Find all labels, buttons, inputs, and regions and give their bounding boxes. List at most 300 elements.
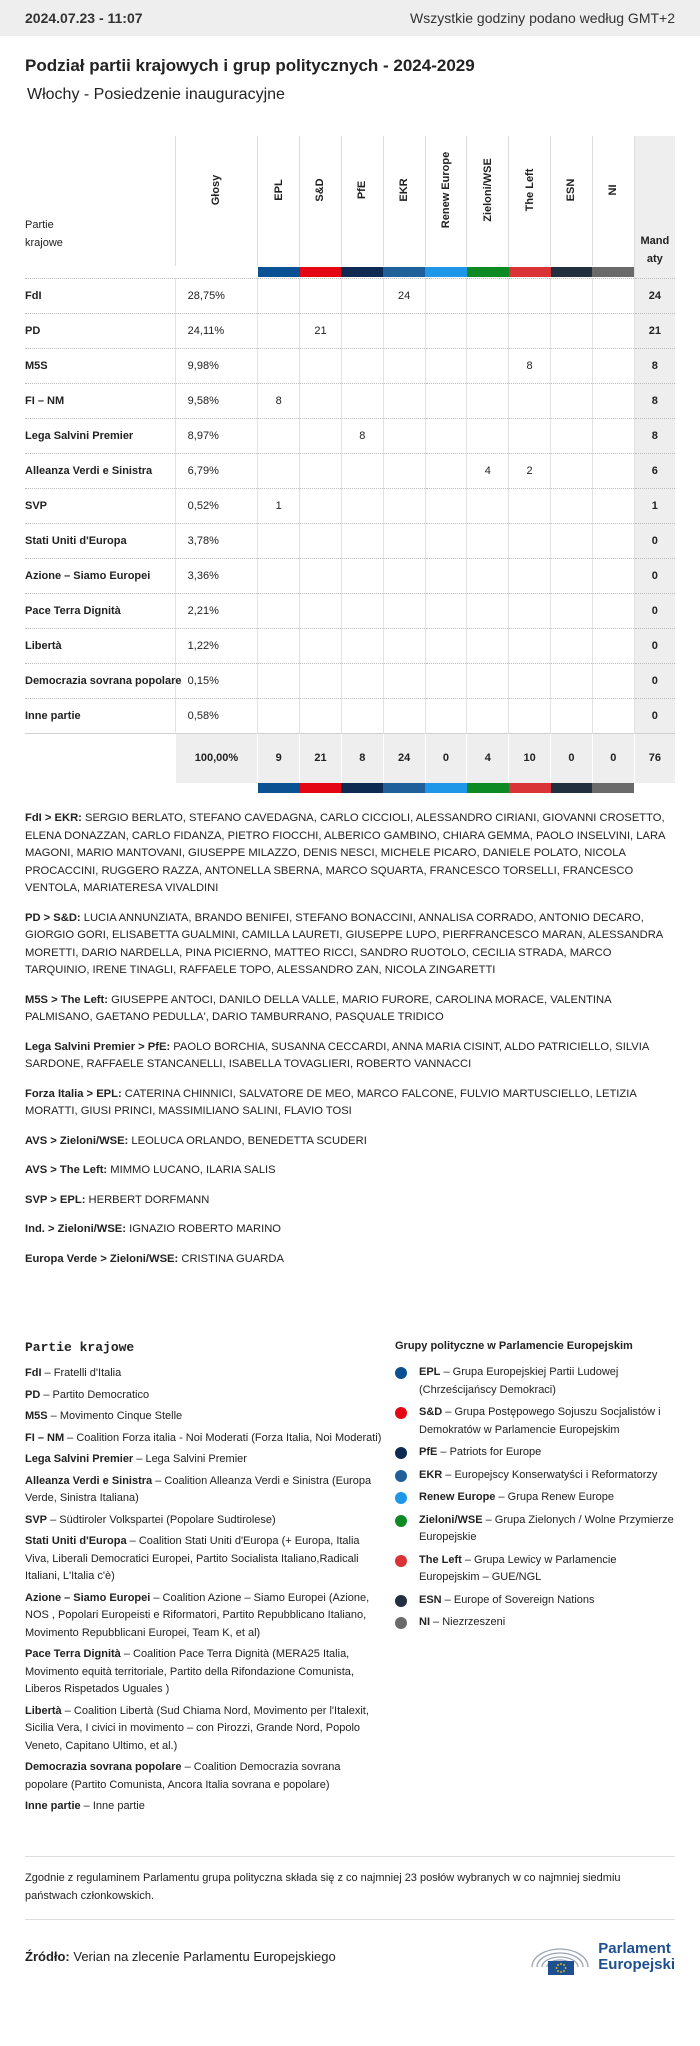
vote-share: 0,15% (175, 663, 258, 698)
sum-pct: 100,00% (175, 733, 258, 783)
assignment-names: GIUSEPPE ANTOCI, DANILO DELLA VALLE, MARIO FURORE, CAROLINA MORACE, VALENTINA PALMISANO, GAETANO PEDULLA', DARIO TAMBURRANO, PASQUALE TRIDICO (25, 993, 611, 1023)
seat-cell (551, 523, 593, 558)
seat-cell (258, 418, 300, 453)
group-column-header (551, 136, 593, 266)
assignment-paragraph (25, 1086, 675, 1121)
table-row (25, 523, 675, 558)
vote-share: 3,78% (175, 523, 258, 558)
party-abbr: Inne partie (25, 1800, 81, 1812)
group-header-label: PfE (356, 180, 369, 200)
party-legend-item (25, 1759, 385, 1794)
seat-cell (300, 488, 342, 523)
total-header-label: Mandaty (640, 234, 670, 265)
total-seats: 0 (634, 698, 675, 733)
party-full-name: – Coalition Pace Terra Dignità (MERA25 Italia, Movimento equità territoriale, Partito della Rifondazione Comunista, Liberos Rispetados Uguales ) (25, 1648, 354, 1695)
vote-share: 1,22% (175, 628, 258, 663)
total-seats: 8 (634, 348, 675, 383)
table-row (25, 698, 675, 733)
total-seats: 6 (634, 453, 675, 488)
seat-cell (258, 558, 300, 593)
seat-cell: 1 (258, 488, 300, 523)
seat-cell (258, 313, 300, 348)
seat-cell (425, 348, 467, 383)
seat-cell (341, 383, 383, 418)
seat-cell (425, 663, 467, 698)
party-full-name: – Coalition Forza italia - Noi Moderati (Forza Italia, Noi Moderati) (64, 1431, 382, 1444)
assignment-paragraph (25, 1192, 675, 1210)
party-legend-item (25, 1533, 385, 1586)
seat-cell (341, 488, 383, 523)
table-row (25, 488, 675, 523)
sum-seat-cell: 24 (383, 733, 425, 783)
table-row (25, 383, 675, 418)
group-color-dot (395, 1367, 407, 1379)
group-color-dot (395, 1407, 407, 1419)
assignment-key: M5S > The Left: (25, 993, 108, 1006)
seat-cell (300, 453, 342, 488)
group-column-header (425, 136, 467, 266)
group-color-dot (395, 1492, 407, 1504)
source-text: Verian na zlecenie Parlamentu Europejskiego (69, 1949, 336, 1964)
seat-cell (467, 593, 509, 628)
party-abbr: Azione – Siamo Europei (25, 1591, 151, 1604)
party-legend-item (25, 1703, 385, 1756)
assignment-key: SVP > EPL: (25, 1193, 86, 1206)
seat-cell (551, 383, 593, 418)
seat-cell (425, 523, 467, 558)
group-column-header (592, 136, 634, 266)
seat-cell (341, 628, 383, 663)
seat-cell (341, 313, 383, 348)
group-full-name: – Grupa Zielonych / Wolne Przymierze Europejskie (419, 1513, 674, 1543)
seat-cell (509, 383, 551, 418)
assignment-paragraph (25, 1162, 675, 1180)
seat-cell (592, 593, 634, 628)
seat-cell (425, 383, 467, 418)
group-color-dot (395, 1617, 407, 1629)
seat-cell (425, 418, 467, 453)
seat-cell (467, 313, 509, 348)
vote-share: 28,75% (175, 278, 258, 313)
seat-cell (341, 523, 383, 558)
assignment-key: Europa Verde > Zieloni/WSE: (25, 1252, 179, 1265)
group-legend-text (419, 1489, 614, 1507)
party-name: PD (25, 313, 175, 348)
party-legend-item (25, 1798, 385, 1816)
party-legend-item (25, 1451, 385, 1469)
top-bar (0, 0, 700, 36)
total-column-header (634, 136, 675, 278)
sum-row (25, 733, 675, 783)
total-seats: 8 (634, 383, 675, 418)
seat-cell (551, 453, 593, 488)
assignment-paragraph (25, 1251, 675, 1269)
source (25, 1949, 336, 1964)
total-seats: 0 (634, 593, 675, 628)
page-title: Podział partii krajowych i grup politycznych - 2024-2029 (25, 56, 475, 75)
party-full-name: – Fratelli d'Italia (41, 1367, 122, 1379)
group-header-label: Renew Europe (439, 151, 452, 229)
group-legend-item (395, 1512, 675, 1547)
seat-cell (383, 488, 425, 523)
seat-cell (551, 663, 593, 698)
seat-cell (383, 628, 425, 663)
seat-cell (592, 418, 634, 453)
seat-cell (258, 663, 300, 698)
member-assignments (0, 780, 700, 1268)
party-legend-item (25, 1408, 385, 1426)
seat-cell (258, 348, 300, 383)
seat-cell (300, 523, 342, 558)
seats-table (25, 136, 675, 795)
seat-cell (383, 523, 425, 558)
seat-cell (509, 523, 551, 558)
group-color-bar (592, 783, 634, 795)
assignment-key: Ind. > Zieloni/WSE: (25, 1223, 126, 1235)
group-color-bar (258, 783, 300, 795)
party-header-label: Partie krajowe (25, 219, 63, 249)
assignment-names: LUCIA ANNUNZIATA, BRANDO BENIFEI, STEFANO BONACCINI, ANNALISA CORRADO, ANTONIO DECARO, GIORGIO GORI, ELISABETTA GUALMINI, CAMILLA LAURETI, GIUSEPPE LUPO, PIERFRANCESCO MARAN, ALESSANDRA MORETTI, DARIO NARDELLA, PINA PICIERNO, MATTEO RICCI, SANDRO RUOTOLO, CECILIA STRADA, MARCO TARQUINIO, IRENE TINAGLI, RAFFAELE TOPO, ALESSANDRO ZAN, NICOLA ZINGARETTI (25, 911, 663, 976)
seat-cell (467, 663, 509, 698)
group-header-label: The Left (523, 168, 536, 212)
group-color-bar (551, 266, 593, 278)
party-column-header (25, 136, 175, 266)
vote-share: 24,11% (175, 313, 258, 348)
seat-cell (551, 698, 593, 733)
party-full-name: – Partito Democratico (40, 1388, 150, 1401)
group-legend-text (419, 1404, 675, 1439)
group-color-bar (425, 266, 467, 278)
seat-cell: 8 (258, 383, 300, 418)
group-abbr: Zieloni/WSE (419, 1513, 483, 1526)
party-legend-item (25, 1512, 385, 1530)
group-legend-text (419, 1467, 657, 1485)
group-full-name: – Europejscy Konserwatyści i Reformatorzy (442, 1468, 658, 1481)
group-header-label: NI (607, 184, 620, 196)
parties-legend (25, 1340, 395, 1820)
seat-cell (258, 278, 300, 313)
parties-legend-title: Partie krajowe (25, 1340, 135, 1355)
page-subtitle: Włochy - Posiedzenie inauguracyjne (27, 86, 285, 103)
group-color-bar (509, 783, 551, 795)
parliament-logo-icon (528, 1937, 592, 1977)
assignment-names: CATERINA CHINNICI, SALVATORE DE MEO, MARCO FALCONE, FULVIO MARTUSCIELLO, LETIZIA MORATTI, GIUSI PRINCI, MASSIMILIANO SALINI, FLAVIO TOSI (25, 1087, 637, 1117)
assignment-key: AVS > The Left: (25, 1164, 108, 1176)
seat-cell (383, 313, 425, 348)
seat-cell (258, 453, 300, 488)
group-full-name: – Grupa Lewicy w Parlamencie Europejskim – GUE/NGL (419, 1553, 617, 1583)
party-abbr: Pace Terra Dignità (25, 1648, 121, 1660)
seat-cell (383, 348, 425, 383)
seat-cell (592, 348, 634, 383)
sum-seat-cell: 0 (551, 733, 593, 783)
seat-cell (592, 523, 634, 558)
party-abbr: Alleanza Verdi e Sinistra (25, 1474, 153, 1487)
party-legend-item (25, 1473, 385, 1508)
ep-logo (528, 1937, 675, 1977)
group-legend-item (395, 1444, 675, 1462)
group-color-bar (258, 266, 300, 278)
bottom-color-bar-row (25, 783, 675, 795)
group-abbr: Renew Europe (419, 1491, 496, 1503)
group-abbr: EPL (419, 1366, 441, 1378)
table-row (25, 663, 675, 698)
groups-legend-title: Grupy polityczne w Parlamencie Europejskim (395, 1340, 633, 1352)
assignment-names: IGNAZIO ROBERTO MARINO (126, 1223, 281, 1235)
group-legend-item (395, 1552, 675, 1587)
seat-cell (341, 663, 383, 698)
vote-share: 8,97% (175, 418, 258, 453)
seat-cell (341, 348, 383, 383)
seat-cell (551, 558, 593, 593)
group-color-bar (300, 266, 342, 278)
party-name: Alleanza Verdi e Sinistra (25, 453, 175, 488)
sum-seat-cell: 0 (425, 733, 467, 783)
group-legend-item (395, 1467, 675, 1485)
seat-cell (592, 558, 634, 593)
group-column-header (300, 136, 342, 266)
seat-cell (592, 488, 634, 523)
party-abbr: PD (25, 1388, 41, 1401)
group-header-label: EPL (272, 179, 285, 201)
footnote: Zgodnie z regulaminem Parlamentu grupa polityczna składa się z co najmniej 23 posłów wybranych w co najmniej siedmiu państwach członkowskich. (25, 1856, 675, 1920)
logo-line1: Parlament (598, 1939, 671, 1957)
group-legend-text (419, 1552, 675, 1587)
group-header-label: Zieloni/WSE (481, 158, 494, 222)
seat-cell (467, 698, 509, 733)
seat-cell (425, 698, 467, 733)
seat-cell (467, 523, 509, 558)
party-full-name: – Südtiroler Volkspartei (Popolare Sudtirolese) (47, 1513, 276, 1526)
seat-cell (341, 453, 383, 488)
party-name: FI – NM (25, 383, 175, 418)
seat-cell: 8 (341, 418, 383, 453)
party-abbr: Lega Salvini Premier (25, 1453, 134, 1465)
legend (0, 1280, 700, 1820)
votes-header-label: Głosy (210, 174, 223, 206)
group-color-dot (395, 1555, 407, 1567)
total-seats: 0 (634, 628, 675, 663)
seat-cell (467, 558, 509, 593)
seat-cell (300, 278, 342, 313)
seat-cell (509, 558, 551, 593)
total-seats: 0 (634, 663, 675, 698)
party-abbr: SVP (25, 1513, 48, 1526)
party-name: Pace Terra Dignità (25, 593, 175, 628)
group-full-name: – Grupa Postępowego Sojuszu Socjalistów i Demokratów w Parlamencie Europejskim (419, 1406, 661, 1436)
seat-cell (509, 593, 551, 628)
group-legend-text (419, 1364, 675, 1399)
party-legend-item (25, 1646, 385, 1699)
party-name: Democrazia sovrana popolare (25, 663, 175, 698)
seat-cell (383, 418, 425, 453)
timezone-note: Wszystkie godziny podano według GMT+2 (410, 10, 675, 26)
group-color-dot (395, 1470, 407, 1482)
group-color-bar (383, 783, 425, 795)
seat-cell (341, 593, 383, 628)
party-abbr: Democrazia sovrana popolare (25, 1761, 182, 1773)
seat-cell (509, 698, 551, 733)
sum-seat-cell: 9 (258, 733, 300, 783)
group-color-dot (395, 1595, 407, 1607)
vote-share: 0,58% (175, 698, 258, 733)
total-seats: 1 (634, 488, 675, 523)
seat-cell: 21 (300, 313, 342, 348)
party-full-name: – Lega Salvini Premier (133, 1453, 247, 1465)
total-seats: 0 (634, 523, 675, 558)
party-name: Azione – Siamo Europei (25, 558, 175, 593)
group-full-name: – Grupa Renew Europe (495, 1491, 615, 1503)
party-abbr: Libertà (25, 1704, 62, 1717)
seats-table-wrap (25, 136, 675, 780)
assignment-names: PAOLO BORCHIA, SUSANNA CECCARDI, ANNA MARIA CISINT, ALDO PATRICIELLO, SILVIA SARDONE, RAFFAELE STANCANELLI, ISABELLA TOVAGLIERI, ROBERTO VANNACCI (25, 1040, 649, 1070)
seat-cell (258, 698, 300, 733)
source-label: Źródło: (25, 1949, 70, 1964)
seat-cell (509, 278, 551, 313)
seat-cell (300, 628, 342, 663)
seat-cell (383, 453, 425, 488)
group-color-bar (509, 266, 551, 278)
party-full-name: – Coalition Libertà (Sud Chiama Nord, Movimento per l'Italexit, Sicilia Vera, I civici in movimento – con Pirozzi, Grande Nord, Popolo Veneto, Capitano Ultimo, et al.) (25, 1704, 369, 1752)
assignment-key: FdI > EKR: (25, 812, 82, 824)
seat-cell: 2 (509, 453, 551, 488)
seat-cell (467, 628, 509, 663)
group-column-header (341, 136, 383, 266)
seat-cell: 4 (467, 453, 509, 488)
party-abbr: FI – NM (25, 1431, 65, 1444)
group-abbr: S&D (419, 1406, 443, 1418)
sum-seat-cell: 4 (467, 733, 509, 783)
seat-cell (383, 698, 425, 733)
seat-cell (551, 593, 593, 628)
seat-cell (467, 348, 509, 383)
assignment-key: Lega Salvini Premier > PfE: (25, 1040, 171, 1053)
vote-share: 0,52% (175, 488, 258, 523)
assignment-key: Forza Italia > EPL: (25, 1087, 122, 1100)
seat-cell (300, 698, 342, 733)
seat-cell (383, 663, 425, 698)
table-row (25, 628, 675, 663)
seat-cell (425, 313, 467, 348)
table-row (25, 558, 675, 593)
seat-cell (551, 418, 593, 453)
party-abbr: M5S (25, 1410, 48, 1422)
seat-cell (300, 593, 342, 628)
vote-share: 9,58% (175, 383, 258, 418)
seat-cell (467, 418, 509, 453)
seat-cell (425, 488, 467, 523)
group-abbr: NI (419, 1616, 430, 1628)
table-row (25, 278, 675, 313)
seat-cell (509, 628, 551, 663)
party-full-name: – Movimento Cinque Stelle (47, 1410, 183, 1422)
total-seats: 8 (634, 418, 675, 453)
assignment-key: AVS > Zieloni/WSE: (25, 1134, 129, 1147)
assignment-names: LEOLUCA ORLANDO, BENEDETTA SCUDERI (128, 1134, 367, 1147)
seat-cell (592, 698, 634, 733)
seat-cell (425, 593, 467, 628)
assignment-names: SERGIO BERLATO, STEFANO CAVEDAGNA, CARLO CICCIOLI, ALESSANDRO CIRIANI, GIOVANNI CROSETTO, ELENA DONAZZAN, CARLO FIDANZA, PIETRO FIOCCHI, ALBERICO GAMBINO, CHIARA GEMMA, PAOLO INSELVINI, LARA MAGONI, MARIO MANTOVANI, GIUSEPPE MILAZZO, DENIS NESCI, MICHELE PICARO, DANIELE POLATO, NICOLA PROCACCINI, RUGGERO RAZZA, ANTONELLA SBERNA, MARCO SQUARTA, FRANCESCO TORSELLI, FRANCESCO VENTOLA, MARIATERESA VIVALDINI (25, 812, 665, 894)
group-full-name: – Grupa Europejskiej Partii Ludowej (Chrześcijańscy Demokraci) (419, 1366, 619, 1396)
group-header-label: S&D (314, 178, 327, 202)
seat-cell (551, 348, 593, 383)
table-row (25, 453, 675, 488)
seat-cell (341, 558, 383, 593)
seat-cell (383, 383, 425, 418)
assignment-paragraph (25, 1133, 675, 1151)
assignment-names: MIMMO LUCANO, ILARIA SALIS (107, 1164, 276, 1176)
seat-cell (551, 488, 593, 523)
group-full-name: – Patriots for Europe (437, 1446, 542, 1458)
seat-cell (300, 558, 342, 593)
party-name: Inne partie (25, 698, 175, 733)
group-abbr: ESN (419, 1593, 442, 1606)
party-full-name: – Inne partie (80, 1800, 145, 1812)
seat-cell (592, 453, 634, 488)
party-name: FdI (25, 278, 175, 313)
sum-seat-cell: 21 (300, 733, 342, 783)
party-name: M5S (25, 348, 175, 383)
group-legend-text (419, 1512, 675, 1547)
source-bar (0, 1920, 700, 1980)
group-color-bar (592, 266, 634, 278)
party-abbr: Stati Uniti d'Europa (25, 1535, 127, 1547)
group-column-header (467, 136, 509, 266)
seat-cell (551, 313, 593, 348)
total-seats: 21 (634, 313, 675, 348)
seat-cell (592, 663, 634, 698)
votes-column-header (175, 136, 258, 266)
table-row (25, 348, 675, 383)
seat-cell (258, 593, 300, 628)
party-legend-item (25, 1365, 385, 1383)
party-name: Lega Salvini Premier (25, 418, 175, 453)
sum-seat-cell: 0 (592, 733, 634, 783)
assignment-names: CRISTINA GUARDA (178, 1252, 284, 1265)
group-header-label: EKR (398, 178, 411, 202)
group-color-dot (395, 1447, 407, 1459)
party-name: Stati Uniti d'Europa (25, 523, 175, 558)
total-seats: 0 (634, 558, 675, 593)
seat-cell (300, 383, 342, 418)
group-legend-item (395, 1489, 675, 1507)
sum-blank (25, 733, 175, 783)
vote-share: 6,79% (175, 453, 258, 488)
assignment-paragraph (25, 992, 675, 1027)
assignment-key: PD > S&D: (25, 911, 81, 924)
assignment-paragraph (25, 810, 675, 898)
group-abbr: PfE (419, 1446, 438, 1458)
seat-cell (300, 663, 342, 698)
seat-cell (425, 628, 467, 663)
assignment-paragraph (25, 1221, 675, 1239)
seat-cell (467, 278, 509, 313)
sum-seat-cell: 8 (341, 733, 383, 783)
party-name: Libertà (25, 628, 175, 663)
group-full-name: – Niezrzeszeni (430, 1616, 506, 1628)
party-full-name: – Coalition Democrazia sovrana popolare (Partito Comunista, Ancora Italia sovrana e popolare) (25, 1761, 341, 1791)
table-row (25, 418, 675, 453)
group-column-header (509, 136, 551, 266)
table-row (25, 313, 675, 348)
seat-cell (341, 698, 383, 733)
group-color-bar (551, 783, 593, 795)
title-block (0, 36, 700, 136)
seat-cell (467, 383, 509, 418)
seat-cell (425, 558, 467, 593)
group-header-label: ESN (565, 178, 578, 202)
seat-cell (258, 523, 300, 558)
